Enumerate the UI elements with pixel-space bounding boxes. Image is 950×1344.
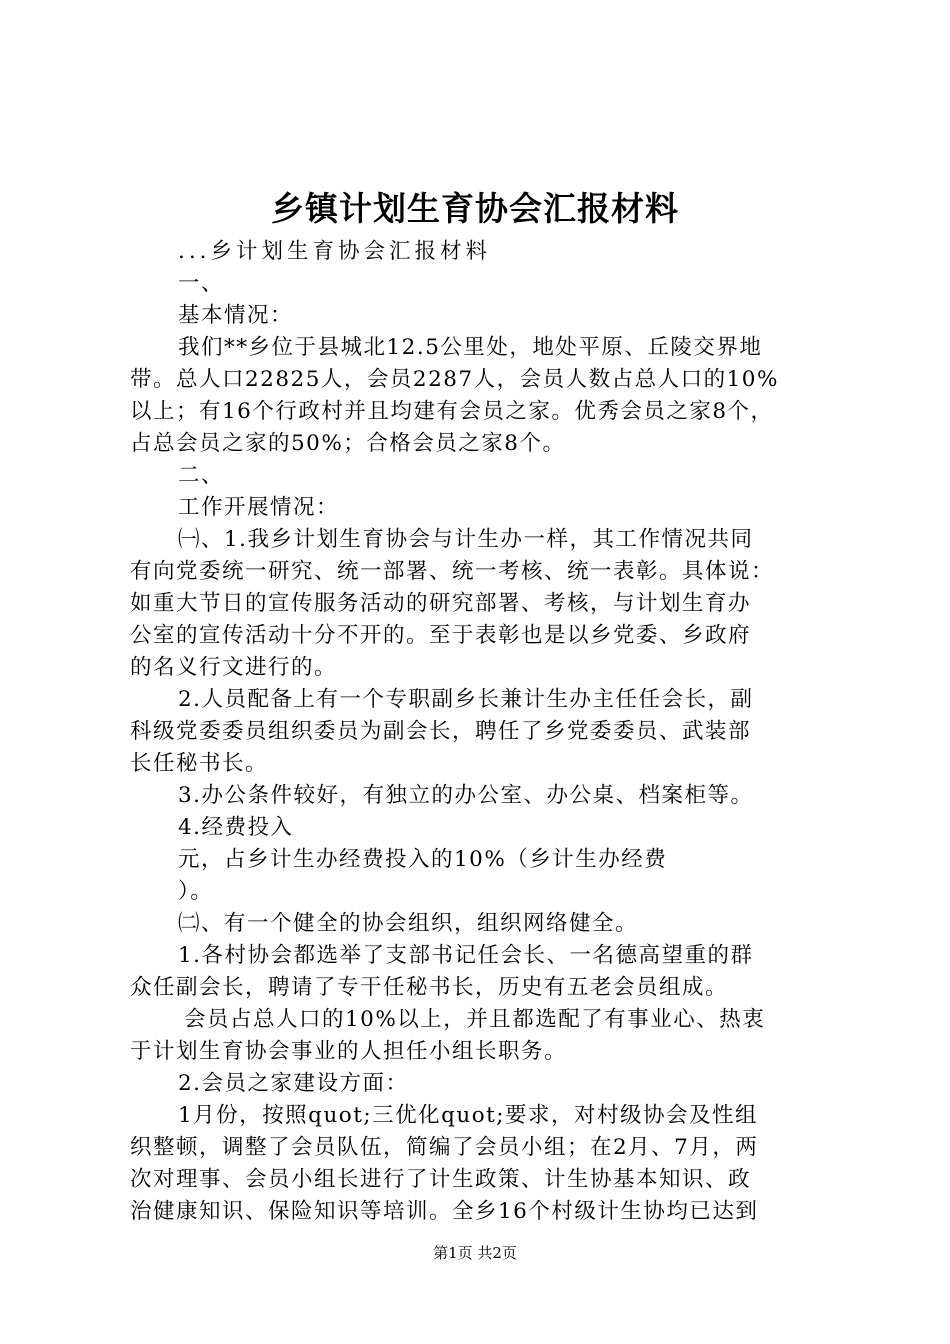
document-body <box>130 236 830 1228</box>
paragraph-line: 2.会员之家建设方面： <box>178 1071 409 1096</box>
paragraph-line: 我们**乡位于县城北12.5公里处，地处平原、丘陵交界地 <box>178 335 763 360</box>
paragraph-line: 如重大节日的宣传服务活动的研究部署、考核，与计划生育办 <box>130 591 752 616</box>
paragraph-line: 1.各村协会都选举了支部书记任会长、一名德高望重的群 <box>178 943 754 968</box>
paragraph-line: 占总会员之家的50%；合格会员之家8个。 <box>130 431 566 456</box>
paragraph-line: 有向党委统一研究、统一部署、统一考核、统一表彰。具体说： <box>130 559 775 584</box>
section-heading-number: 二、 <box>178 463 225 488</box>
paragraph-line: 2.人员配备上有一个专职副乡长兼计生办主任任会长，副 <box>178 687 754 712</box>
subtitle-line: ...乡计划生育协会汇报材料 <box>178 239 492 264</box>
paragraph-line: 3.办公条件较好，有独立的办公室、办公桌、档案柜等。 <box>178 783 754 808</box>
paragraph-line: 公室的宣传活动十分不开的。至于表彰也是以乡党委、乡政府 <box>130 623 752 648</box>
paragraph-line: 治健康知识、保险知识等培训。全乡16个村级计生协均已达到 <box>130 1199 759 1224</box>
paragraph-line: 次对理事、会员小组长进行了计生政策、计生协基本知识、政 <box>130 1167 752 1192</box>
section-heading-number: 一、 <box>178 271 225 296</box>
paragraph-line: ）。 <box>178 879 214 904</box>
section-heading: 基本情况： <box>178 303 294 328</box>
paragraph-line: 众任副会长，聘请了专干任秘书长，历史有五老会员组成。 <box>130 975 729 1000</box>
paragraph-line: 科级党委委员组织委员为副会长，聘任了乡党委委员、武装部 <box>130 719 752 744</box>
paragraph-line: 于计划生育协会事业的人担任小组长职务。 <box>130 1039 568 1064</box>
paragraph-line: 以上；有16个行政村并且均建有会员之家。优秀会员之家8个， <box>130 399 774 424</box>
paragraph-line: 1月份，按照quot;三优化quot;要求，对村级协会及性组 <box>178 1103 759 1128</box>
paragraph-line: 的名义行文进行的。 <box>130 655 338 680</box>
paragraph-line: 4.经费投入 <box>178 815 294 840</box>
page-number-footer: 第1页 共2页 <box>433 1244 517 1262</box>
paragraph-line: 元，占乡计生办经费投入的10%（乡计生办经费 <box>178 847 668 872</box>
paragraph-line: ㈡、有一个健全的协会组织，组织网络健全。 <box>178 911 639 936</box>
paragraph-line: 织整顿，调整了会员队伍，简编了会员小组；在2月、7月，两 <box>130 1135 759 1160</box>
section-heading: 工作开展情况： <box>178 495 340 520</box>
paragraph-line: 会员占总人口的10%以上，并且都选配了有事业心、热衷 <box>184 1007 766 1032</box>
paragraph-line: 长任秘书长。 <box>130 751 269 776</box>
paragraph-line: ㈠、1.我乡计划生育协会与计生办一样，其工作情况共同 <box>178 527 754 552</box>
document-title: 乡镇计划生育协会汇报材料 <box>271 189 679 228</box>
paragraph-line: 带。总人口22825人，会员2287人，会员人数占总人口的10% <box>130 367 779 392</box>
